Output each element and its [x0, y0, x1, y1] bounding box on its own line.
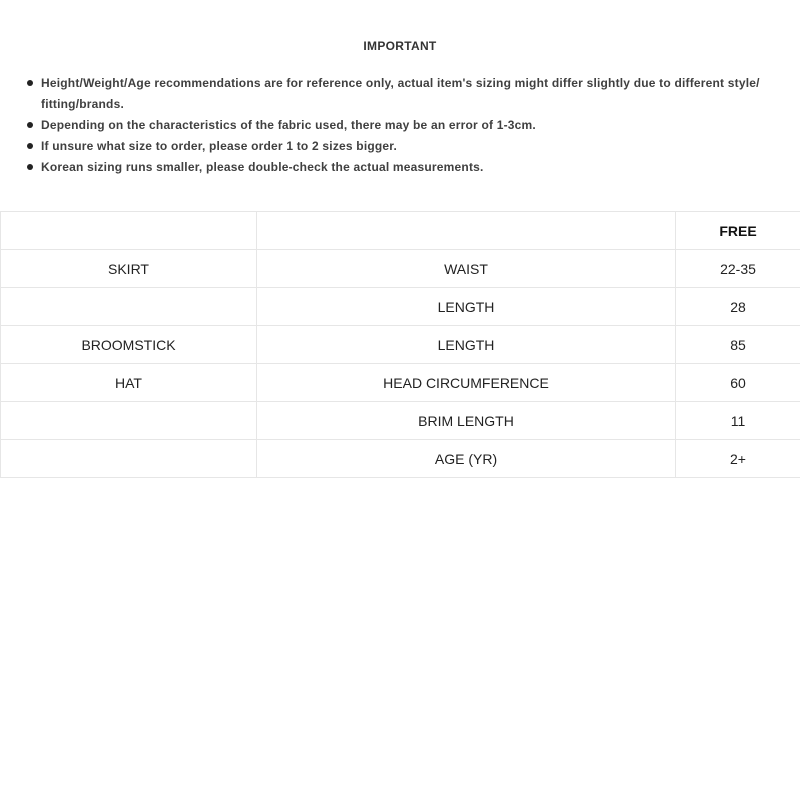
measurement-cell: WAIST — [257, 250, 676, 288]
notice-item — [24, 157, 784, 178]
table-row — [1, 326, 800, 364]
measurement-cell: BRIM LENGTH — [257, 402, 676, 440]
table-row — [1, 288, 800, 326]
bullet-icon — [27, 164, 33, 170]
notice-list — [24, 73, 784, 178]
notice-item-text: Korean sizing runs smaller, please double-check the actual measurements. — [41, 160, 484, 174]
measurement-cell: HEAD CIRCUMFERENCE — [257, 364, 676, 402]
table-header-row — [1, 212, 800, 250]
value-cell: 28 — [676, 288, 800, 326]
item-cell: BROOMSTICK — [1, 326, 257, 364]
measurement-cell: LENGTH — [257, 326, 676, 364]
value-cell: 60 — [676, 364, 800, 402]
notice-item-text: Height/Weight/Age recommendations are for reference only, actual item's sizing might differ slightly due to different style/ fitting/brands. — [41, 76, 760, 111]
measurement-cell: AGE (YR) — [257, 440, 676, 478]
table-row — [1, 364, 800, 402]
item-cell — [1, 440, 257, 478]
bullet-icon — [27, 143, 33, 149]
value-cell: 22-35 — [676, 250, 800, 288]
value-cell: 85 — [676, 326, 800, 364]
notice-title: IMPORTANT — [363, 39, 437, 53]
value-cell: 2+ — [676, 440, 800, 478]
bullet-icon — [27, 80, 33, 86]
notice-item — [24, 136, 784, 157]
table-row — [1, 250, 800, 288]
header-cell-item — [1, 212, 257, 250]
item-cell — [1, 402, 257, 440]
table-row — [1, 402, 800, 440]
item-cell — [1, 288, 257, 326]
header-cell-size-free: FREE — [676, 212, 800, 250]
item-cell: HAT — [1, 364, 257, 402]
notice-item-text: Depending on the characteristics of the fabric used, there may be an error of 1-3cm. — [41, 118, 536, 132]
value-cell: 11 — [676, 402, 800, 440]
table-row — [1, 440, 800, 478]
item-cell: SKIRT — [1, 250, 257, 288]
bullet-icon — [27, 122, 33, 128]
notice-item-text: If unsure what size to order, please order 1 to 2 sizes bigger. — [41, 139, 398, 153]
notice-item — [24, 73, 784, 115]
size-table — [0, 211, 800, 478]
measurement-cell: LENGTH — [257, 288, 676, 326]
notice-item — [24, 115, 784, 136]
header-cell-measurement — [257, 212, 676, 250]
